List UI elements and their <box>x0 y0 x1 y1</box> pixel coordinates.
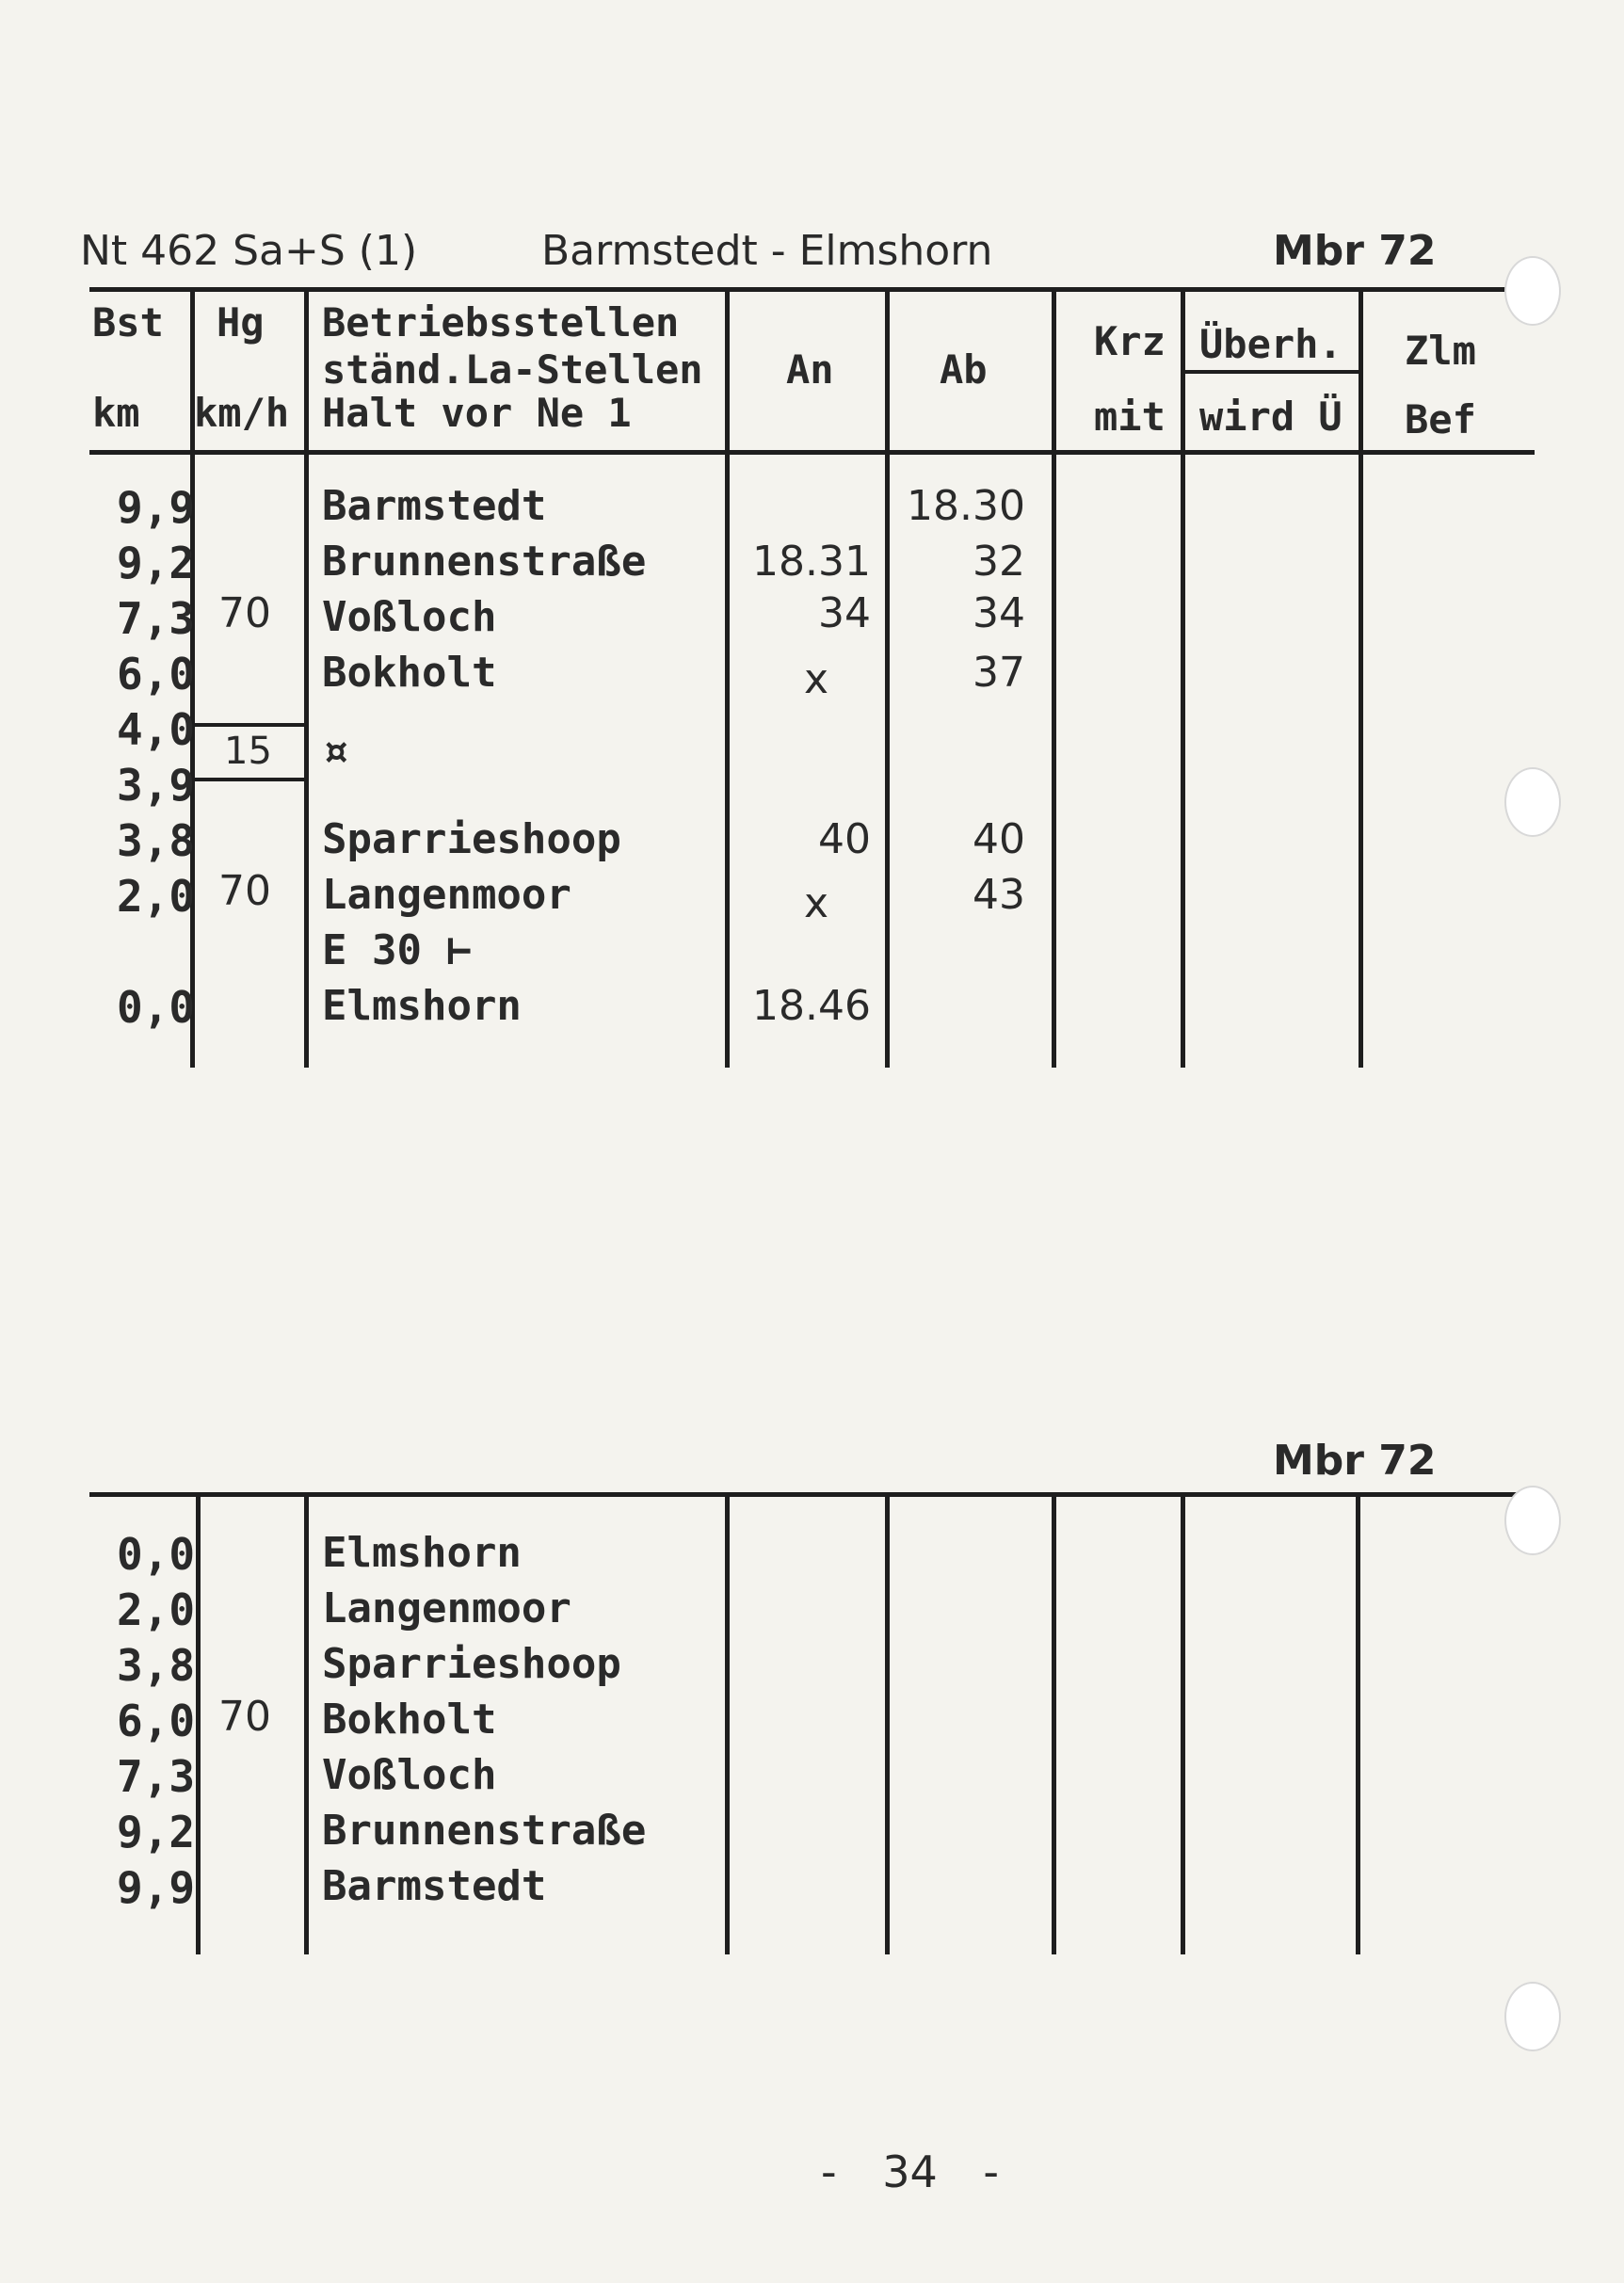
table2-km: 3,8 <box>117 1640 196 1691</box>
mbr-label-2: Mbr 72 <box>1273 1437 1437 1485</box>
col-sep-station <box>725 290 730 1068</box>
col-sep-an <box>885 290 890 1068</box>
col-mit: mit <box>1094 394 1166 440</box>
mbr-label: Mbr 72 <box>1273 227 1437 275</box>
table1-departure: 40 <box>973 815 1025 863</box>
train-designation: Nt 462 Sa+S (1) <box>80 227 418 275</box>
table1-station: Elmshorn <box>322 982 522 1030</box>
table1-arrival: x <box>803 655 828 703</box>
table1-departure: 32 <box>973 538 1025 586</box>
table1-km: 2,0 <box>117 871 196 922</box>
table1-speed-restriction: 15 <box>224 730 272 773</box>
table2-station: Brunnenstraße <box>322 1807 647 1855</box>
table2-station: Elmshorn <box>322 1529 522 1577</box>
col-sep-krz <box>1181 290 1185 1068</box>
table1-departure: 18.30 <box>907 482 1025 530</box>
table1-departure: 34 <box>973 589 1025 637</box>
table2-km: 0,0 <box>117 1529 196 1580</box>
col-sep-uberh <box>1359 290 1363 1068</box>
col-krz: Krz <box>1094 318 1166 364</box>
col-bst: Bst <box>92 299 164 346</box>
col-zlm: Zlm <box>1405 328 1476 374</box>
binder-hole <box>1504 767 1561 837</box>
table1-station: Voßloch <box>322 593 497 641</box>
table1-arrival: x <box>803 879 828 927</box>
table1-km: 9,2 <box>117 538 196 588</box>
t2-col-sep-ab <box>1052 1495 1056 1954</box>
col-uberh: Überh. <box>1199 321 1343 367</box>
table1-station: Brunnenstraße <box>322 538 647 586</box>
table1-station: Bokholt <box>322 649 497 697</box>
col-km: km <box>92 390 140 436</box>
table2-station: Barmstedt <box>322 1862 547 1910</box>
table2-km: 9,9 <box>117 1862 196 1913</box>
col-kmh: km/h <box>194 390 290 436</box>
col-ab: Ab <box>940 346 988 393</box>
t2-col-sep-an <box>885 1495 890 1954</box>
table1-km: 7,3 <box>117 593 196 644</box>
table1-signal-note: E 30 ⊢ <box>322 926 472 974</box>
col-sep-hg <box>304 290 309 1068</box>
table1-speed: 70 <box>218 867 271 915</box>
t2-col-sep-krz <box>1181 1495 1185 1954</box>
col-station-line1: Betriebsstellen <box>322 299 680 346</box>
table1-km: 9,9 <box>117 482 196 533</box>
table2-km: 6,0 <box>117 1696 196 1746</box>
table1-arrival: 18.31 <box>752 538 871 586</box>
col-bef: Bef <box>1405 396 1476 442</box>
col-wird: wird Ü <box>1199 394 1343 440</box>
table1-km: 0,0 <box>117 982 196 1033</box>
table2-speed: 70 <box>218 1693 271 1741</box>
route-title: Barmstedt - Elmshorn <box>541 227 993 275</box>
col-hg: Hg <box>217 299 265 346</box>
table2-station: Sparrieshoop <box>322 1640 621 1688</box>
table1-km: 6,0 <box>117 649 196 699</box>
table1-km: 4,0 <box>117 704 196 755</box>
table1-departure: 37 <box>973 649 1025 697</box>
speed-box-top <box>190 723 309 727</box>
table2-km: 7,3 <box>117 1751 196 1802</box>
table1-arrival: 18.46 <box>752 982 871 1030</box>
table2-station: Langenmoor <box>322 1584 571 1632</box>
speed-box-bottom <box>190 778 309 781</box>
t2-col-sep-hg <box>304 1495 309 1954</box>
table2-station: Bokholt <box>322 1696 497 1744</box>
uberh-divider <box>1184 370 1359 374</box>
table2-km: 2,0 <box>117 1584 196 1635</box>
binder-hole <box>1504 1486 1561 1555</box>
t2-col-sep-station <box>725 1495 730 1954</box>
col-sep-ab <box>1052 290 1056 1068</box>
t2-col-sep-km <box>196 1495 201 1954</box>
binder-hole <box>1504 1982 1561 2051</box>
col-an: An <box>786 346 834 393</box>
table1-station: Sparrieshoop <box>322 815 621 863</box>
page-number: - 34 - <box>821 2146 999 2197</box>
table1-departure: 43 <box>973 871 1025 919</box>
table1-station: Barmstedt <box>322 482 547 530</box>
col-station-line2: ständ.La-Stellen <box>322 346 703 393</box>
table2-station: Voßloch <box>322 1751 497 1799</box>
table1-station: Langenmoor <box>322 871 571 919</box>
table2-km: 9,2 <box>117 1807 196 1857</box>
table1-arrival: 40 <box>818 815 871 863</box>
table1-speed: 70 <box>218 589 271 637</box>
table1-km: 3,8 <box>117 815 196 866</box>
col-station-line3: Halt vor Ne 1 <box>322 390 632 436</box>
level-crossing-icon: ¤ <box>322 725 349 778</box>
table1-arrival: 34 <box>818 589 871 637</box>
table1-km: 3,9 <box>117 760 196 811</box>
binder-hole <box>1504 256 1561 326</box>
t2-col-sep-uberh <box>1356 1495 1360 1954</box>
